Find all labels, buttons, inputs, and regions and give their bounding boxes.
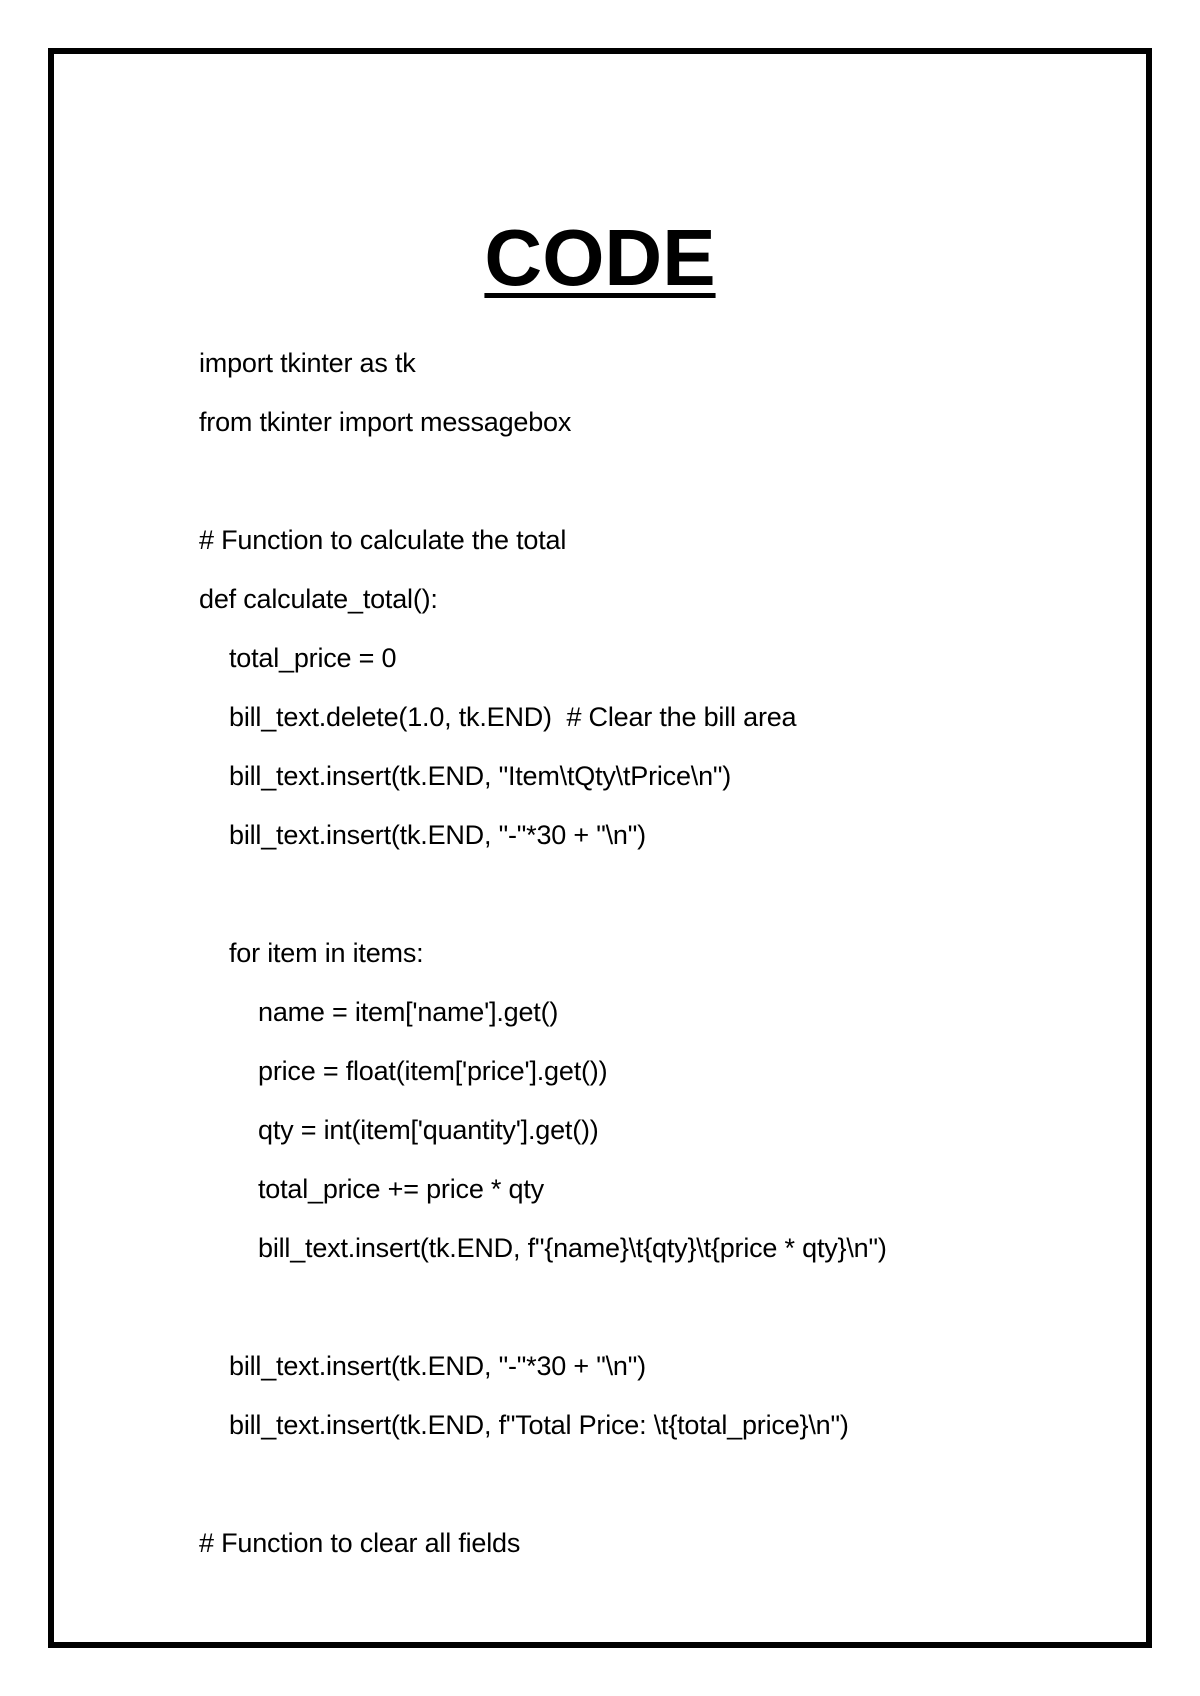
code-line: bill_text.insert(tk.END, f"{name}\t{qty}\t{price * qty}\n") — [258, 1233, 887, 1263]
code-line: bill_text.insert(tk.END, "Item\tQty\tPrice\n") — [229, 761, 732, 791]
blank-line — [199, 1463, 887, 1522]
code-line: price = float(item['price'].get()) — [258, 1056, 608, 1086]
code-line: name = item['name'].get() — [258, 997, 559, 1027]
page-border — [48, 48, 1152, 1648]
code-line: for item in items: — [229, 938, 424, 968]
code-line: qty = int(item['quantity'].get()) — [258, 1115, 599, 1145]
code-line: total_price = 0 — [229, 643, 397, 673]
code-line: bill_text.insert(tk.END, f"Total Price: \t{total_price}\n") — [229, 1410, 849, 1440]
code-listing — [199, 342, 887, 1581]
blank-line — [199, 460, 887, 519]
code-line: total_price += price * qty — [258, 1174, 544, 1204]
code-line: bill_text.delete(1.0, tk.END) # Clear the bill area — [229, 702, 797, 732]
blank-line — [199, 1286, 887, 1345]
page-title: CODE — [484, 213, 716, 302]
code-line: bill_text.insert(tk.END, "-"*30 + "\n") — [229, 1351, 646, 1381]
code-line: def calculate_total(): — [199, 584, 438, 614]
code-line: bill_text.insert(tk.END, "-"*30 + "\n") — [229, 820, 646, 850]
code-line: from tkinter import messagebox — [199, 407, 572, 437]
code-line: # Function to calculate the total — [199, 525, 567, 555]
blank-line — [199, 873, 887, 932]
code-line: # Function to clear all fields — [199, 1528, 521, 1558]
code-line: import tkinter as tk — [199, 348, 416, 378]
